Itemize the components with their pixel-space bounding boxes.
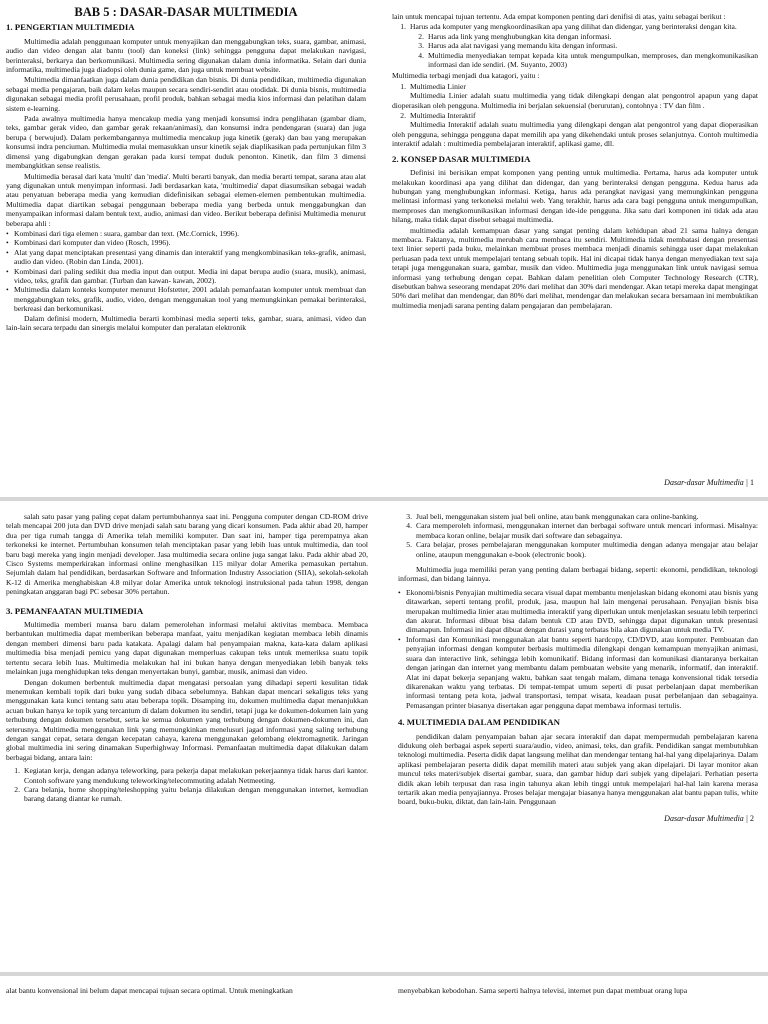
list-item: 4. Multimedia menyediakan tempat kepada kita untuk mengumpulkan, memproses, dan mengkomunikasikan informasi dan ide sendiri. (M. Suyanto, 2003) [418,50,758,70]
section-heading-3: 3. PEMANFAATAN MULTIMEDIA [6,605,144,616]
list-item: • Informasi dan Komunikasi menggunakan alat bantu seperti hardcopy, CD/DVD, atau komputer. Pembuatan dan penyajian informasi dengan komputer berbasis multimedia dilengkapi dengan kemampuan menyajikan animasi, suara dan interactive link, sehingga lebih komunikatif. Bidang informasi dan komunikasi diantaranya berkaitan dengan jaringan dan internet yang membantu dalam pembuatan website yang menarik, informatif, dan interaktif. Alat ini dapat bekerja sepanjang waktu, bahkan saat tengah malam, dimana tenaga konvensional tidak tersedia dikarenakan waktu yang terbatas. Di tempat-tempat umum seperti di pusat perbelanjaan dapat memberikan informasi tentang peta kota, jadwal transportasi, tempat wisata, keadaan pusat perbelanjaan dan sebagainya. Pemasangan printer biasanya disertakan agar pengguna dapat membawa informasi tertulis. [398,634,758,710]
section-heading-1: 1. PENGERTIAN MULTIMEDIA [6,22,135,33]
list-item: 1. Harus ada komputer yang mengkoordinasikan apa yang dilihat dan didengar, yang berinteraksi dengan kita. [400,22,737,32]
paragraph: Multimedia adalah penggunaan komputer untuk menyajikan dan menggabungkan teks, suara, gambar, animasi, audio dan video dengan alat bantu (tool) dan koneksi (link) sehingga pengguna dapat melakukan navigasi, berinteraksi, berkarya dan berkomunikasi. Multimedia sering digunakan dalam dunia informatika. Selain dari dunia informatika, multimedia juga diadopsi oleh dunia game, dan juga untuk membuat website. [6,36,366,75]
page-divider [0,497,768,501]
paragraph: Multimedia Interaktif adalah suatu multimedia yang dilengkapi dengan alat pengontrol yang dapat dioperasikan oleh pengguna, sehingga pengguna dapat memilih apa yang dikehendaki untuk proses selanjutnya. Contoh multimedia interaktif adalah : multimedia pembelajaran interaktif, aplikasi game, dll. [392,120,758,149]
page1-right-column [392,12,758,311]
list-item: • Ekonomi/bisnis Penyajian multimedia secara visual dapat membantu menjelaskan bidang ekonomi atau bisnis yang ditawarkan, seperti tentang profil, produk, jasa, maupun hal lain mengenai perusahaan. Penyajian bisnis bisa merupakan multimedia linier atau multimedia interaktif yang diperlukan untuk menjelaskan sesuatu lebih terperinci dan akurat. Informasi dibuat bisa dalam bentuk CD atau DVD, sehingga dapat digunakan untuk presentasi dimanapun. Informasi ini dapat dibuat dengan durasi yang terbatas bila akan digunakan untuk media TV. [398,587,758,635]
list-item: • Kombinasi dari paling sedikit dua media input dan output. Media ini dapat berupa audio (suara, musik), animasi, video, teks, grafik dan gambar. (Turban dan kawan- kawan, 2002). [6,266,366,285]
usage-list [6,766,368,804]
document-page-3 [0,976,768,1024]
page-number: 1 [750,478,754,487]
list-item: • Multimedia dalam konteks komputer menurut Hofstetter, 2001 adalah pemanfaatan komputer untuk membuat dan menggabungkan teks, grafik, audio, video, dengan menggunakan tool yang memungkinkan pemakai berinteraksi, berkreasi dan berkomunikasi. [6,285,366,314]
page2-right-column [398,512,758,808]
paragraph: Multimedia juga memiliki peran yang penting dalam berbagai bidang, seperti: ekonomi, pendidikan, teknologi informasi, dan bidang lainnya. [398,565,758,584]
paragraph: salah satu pasar yang paling cepat dalam pertumbuhannya saat ini. Pengguna computer dengan CD-ROM drive telah mencapai 200 juta dan DVD drive menjadi salah satu barang yang dicari konsumen. Pada akhir abad 20, hamper dua per tiga rumah tangga di Amerika telah memiliki komputer. Dan saat ini, hamper tiga perempatnya akan terkoneksi ke internet. Pertumbuhan konsumen telah menciptakan pasar yang lebih luas untuk multimedia, dan tool baru bagi mereka yang ingin menjadi developer. Jasa multimedia secara online juga sangat laku. Pada akhir abad 20, Cisco Systems memperkirakan informasi online menghasilkan 115 milyar dolar Amerika pemasukan pertahun. Sejumlah dalam hal pendidikan, berdasarkan Software and Information Industry Association (SIIA), sekolah-sekolah K-12 di Amerika menghabiskan 4.8 milyar dolar Amerika untuk teknologi instruksional pada tahun 1998, dengan peningkatan anggaran bagi PC sebesar 30% pertahun. [6,512,368,597]
list-item: 1. Kegiatan kerja, dengan adanya teleworking, para pekerja dapat melakukan pekerjaannya tidak harus dari kantor. Contoh software yang mendukung teleworking/telecommuting adalah Netmeeting. [14,766,368,785]
list-item: 2. Harus ada link yang menghubungkan kita dengan informasi. [418,31,612,41]
paragraph: Multimedia memberi nuansa baru dalam pemerolehan informasi melalui aktivitas membaca. Membaca berbantukan multimedia dapat memberikan beberapa manfaat, yaitu menjadikan kegiatan membaca lebih dinamis dengan memberi dimensi baru pada katakata. Apalagi dalam hal penyampaian makna, kata-kata dalam aplikasi multimedia bisa menjadi pemicu yang dapat digunakan memperluas cakupan teks untuk memeriksa suatu topik tertentu secara lebih luas. Multimedia melakukan hal ini bukan hanya dengan menyediakan lebih banyak teks melainkan juga menghidupkan teks dengan menyertakan bunyi, gambar, musik, animasi dan video. [6,620,368,677]
section-heading-2: 2. KONSEP DASAR MULTIMEDIA [392,153,531,164]
list-item: 3. Harus ada alat navigasi yang memandu kita dengan informasi. [418,41,618,51]
paragraph: menyebabkan kebodohan. Sama seperti halnya televisi, internet pun dapat membuat orang lupa [398,986,688,995]
paragraph: lain untuk mencapai tujuan tertentu. Ada empat komponen penting dari denifisi di atas, yaitu sebagai berikut : [392,12,726,21]
page-footer: Dasar-dasar Multimedia | 1 [664,478,754,487]
chapter-title: BAB 5 : DASAR-DASAR MULTIMEDIA [74,5,298,19]
paragraph: multimedia adalah kemampuan dasar yang sangat penting dalam kehidupan abad 21 sama halnya dengan membaca. Faktanya, multimedia merubah cara membaca itu sendiri. Multimedia tidak membatasi dengan presentasi text linier seperti pada buku, melainkan membuat proses membaca menjadi dinamis sehingga user dapat melakukan perluasan pada text untuk mempelajari tentang sebuah topik. Hal ini dicapai tidak hanya dengan menyediakan text saja tetapi juga menggunakan suara, gambar, musik dan video. Multimedia juga menggunakan link untuk navigasi semua informasi yang terhubung dengan cepat. Bahkan dalam penelitian oleh Computer Technology Research (CTR), disebutkan bahwa seseorang mendapat 20% dari melihat dan 30% dari mendengar. Akan tetapi mereka dapat mengingat 50% dari melihat dan mendengar, dan 80% dari melihat, mendengar dan melakukan secara bersamaan ini membuktikan multimedia menjadi sarana penting dalam pengajaran dan pembelajaran. [392,225,758,310]
paragraph: Pada awalnya multimedia hanya mencakup media yang menjadi konsumsi indra penglihatan (gambar diam, teks, gambar gerak video, dan gambar gerak rekaan/animasi), dan konsumsi indra pendengaran (suara) dan juga berupa ( berwujud). Dalam perkembangannya multimedia mencakup juga kinetik (gerak) dan bau yang merupakan konsumsi indra penciuman. Multimedia mulai memasukkan unsur kinetik sejak diaplikasikan pada pertunjukan film 3 dimensi yang digabungkan dengan gerakan pada kursi tempat duduk penonton. Kinetik, dan film 3 dimensi membangkitkan sense realistis. [6,114,366,171]
footer-title: Dasar-dasar Multimedia [664,478,744,487]
components-list [392,22,758,69]
page1-left-column [6,5,366,333]
paragraph: Multimedia dimanfaatkan juga dalam dunia pendidikan dan bisnis. Di dunia pendidikan, multimedia digunakan sebagai media pengajaran, baik dalam kelas maupun secara sendiri-sendiri atau otodidak. Di dunia bisnis, multimedia digunakan sebagai media profil perusahaan, profil produk, bahkan sebagai media kios informasi dan pelatihan dalam sistem e-learning. [6,75,366,113]
list-item: 4. Cara memperoleh informasi, menggunakan internet dan berbagai software untuk mencari informasi. Misalnya: membaca koran online, belajar musik dari software dan sebagainya. [406,521,758,540]
list-item: 5. Cara belajar, proses pembelajaran menggunakan komputer multimedia dengan adanya mengajar atau belajar online, ataupun menggunakan e-book (electronic book). [406,540,758,559]
category-list [392,82,758,149]
paragraph: Definisi ini berisikan empat komponen yang penting untuk multimedia. Pertama, harus ada komputer untuk melakukan koordinasi apa yang dilihat dan didengar, dan yang berinteraksi dengan pengguna. Kedua harus ada hubungan yang menghubungkan informasi. Ketiga, harus ada perangkat navigasi yang memungkinkan pengguna melintasi informasi yang terkoneksi melalui web. Yang terakhir, harus ada cara bagi pengguna untuk mengumpulkan, memproses dan mengkomunikasikan informasi dengan ide-ide pengguna. Jika satu dari komponen ini tidak ada atau hilang, maka tidak dapat disebut sebagai multimedia. [392,168,758,225]
paragraph: pendidikan dalam penyampaian bahan ajar secara interaktif dan dapat mempermudah pembelajaran karena didukung oleh berbagai aspek seperti suara/audio, video, animasi, teks, dan grafik. Pendidikan sangat membutuhkan teknologi multimedia. Peserta didik dapat langsung melihat dan mendengar tentang hal-hal yang dipelajarinya. Dalam aplikasi pembelajaran peserta didik dapat memilih materi atau subjek yang akan dipelajari. Di layar monitor akan muncul teks materi/subjek disertai gambar, suara, dan gambar hidup dari subjek yang dipelajari. Perhatian peserta didik akan lebih terpusat dan rasa ingin tahunya akan lebih tinggi untuk mempelajari hal-hal lain karena merasa tertarik akan media penyajiannya. Proses belajar mengajar biasanya hanya menggunakan alat bantu papan tulis, white board, buku-buku, diktat, dan lain-lain. Penggunaan [398,731,758,807]
paragraph: alat bantu konvensional ini belum dapat mencapai tujuan secara optimal. Untuk meningkatkan [6,986,293,995]
list-item: • Kombinasi dari komputer dan video (Rosch, 1996). [6,238,171,248]
page-footer: Dasar-dasar Multimedia | 2 [664,814,754,823]
list-item: • Kombinasi dari tiga elemen : suara, gambar dan text. (Mc.Cornick, 1996). [6,228,240,238]
page3-right-column [398,986,758,996]
document-page-2 [0,502,768,972]
page-number: 2 [750,814,754,823]
paragraph: Dalam definisi modern, Multimedia berarti kombinasi media seperti teks, gambar, suara, animasi, video dan lain-lain secara terpadu dan sinergis melalui komputer dan peralatan elektronik [6,313,366,332]
paragraph: Multimedia Linier adalah suatu multimedia yang tidak dilengkapi dengan alat pengontrol apapun yang dapat dioperasikan oleh pengguna. Multimedia ini berjalan sekuensial (berurutan), contohnya : TV dan film . [392,91,758,110]
paragraph: Multimedia terbagi menjadi dua katagori, yaitu : [392,71,540,81]
page2-left-column [6,512,368,806]
footer-title: Dasar-dasar Multimedia [664,814,744,823]
list-item: 2. Cara belanja, home shopping/teleshopping yaitu belanja dilakukan dengan menggunakan internet, kemudian barang datang diantar ke rumah. [14,784,368,804]
document-page-1 [0,0,768,496]
list-item: • Alat yang dapat menciptakan presentasi yang dinamis dan interaktif yang mengkombinasikan teks-grafik, animasi, audio dan video. (Robin dan Linda, 2001). [6,247,366,267]
section-heading-4: 4. MULTIMEDIA DALAM PENDIDIKAN [398,717,560,728]
list-item: 1. Multimedia Linier [400,81,466,91]
paragraph: Dengan dokumen berbentuk multimedia dapat mengatasi persoalan yang dihadapi seperti kesulitan tidak menemukan kembali topik dari buku yang sudah dibaca sebelumnya. Bahkan dapat mencari sekaligus teks yang menggunakan kata kunci tentang satu atau beberapa topik. Disamping itu, dokumen multimedia dapat menanjukkan acuan bukan hanya ke topik yang tercantum di dalam dokumen itu sendiri, tetapi juga ke dokumen-dokumen lain yang terhubung dengan dokumen tersebut, serta ke semua dokumen yang terhubung dengan dokumen-dokumen ini, dan seterusnya. Multimedia menggunakan link yang memungkinkan menelusuri jagad informasi yang saling terhubung dengan sangat cepat, setara dengan kecepatan cahaya, karena menggunakan gelombang elektromagnetik. Jaringan global multimedia ini sering dinamakan Superhighway Informasi. Pemanfaatan multimedia dapat dilakukan dalam berbagai bidang, antara lain: [6,677,368,762]
list-item: 3. Jual beli, menggunakan sistem jual beli online, atau bank menggunakan cara online-banking. [406,512,699,521]
usage-list-continued [398,512,758,559]
paragraph: Multimedia berasal dari kata 'multi' dan 'media'. Multi berarti banyak, dan media berarti tempat, sarana atau alat yang digunakan untuk menyimpan informasi. Jadi berdasarkan kata, 'multimedia' dapat diasumsikan sebagai wadah atau penyatuan beberapa media yang kemudian didefinisikan sebagai elemen-elemen pembentukan multimedia. Multimedia dapat diartikan sebagai penggunaan beberapa media yang berbeda untuk menggabungkan dan menyampaikan informasi dalam bentuk text, audio, animasi dan video. Berikut beberapa definisi Multimedia menurut beberapa ahli : [6,171,366,228]
page3-left-column [6,986,368,996]
list-item: 2. Multimedia Interaktif [400,111,476,121]
